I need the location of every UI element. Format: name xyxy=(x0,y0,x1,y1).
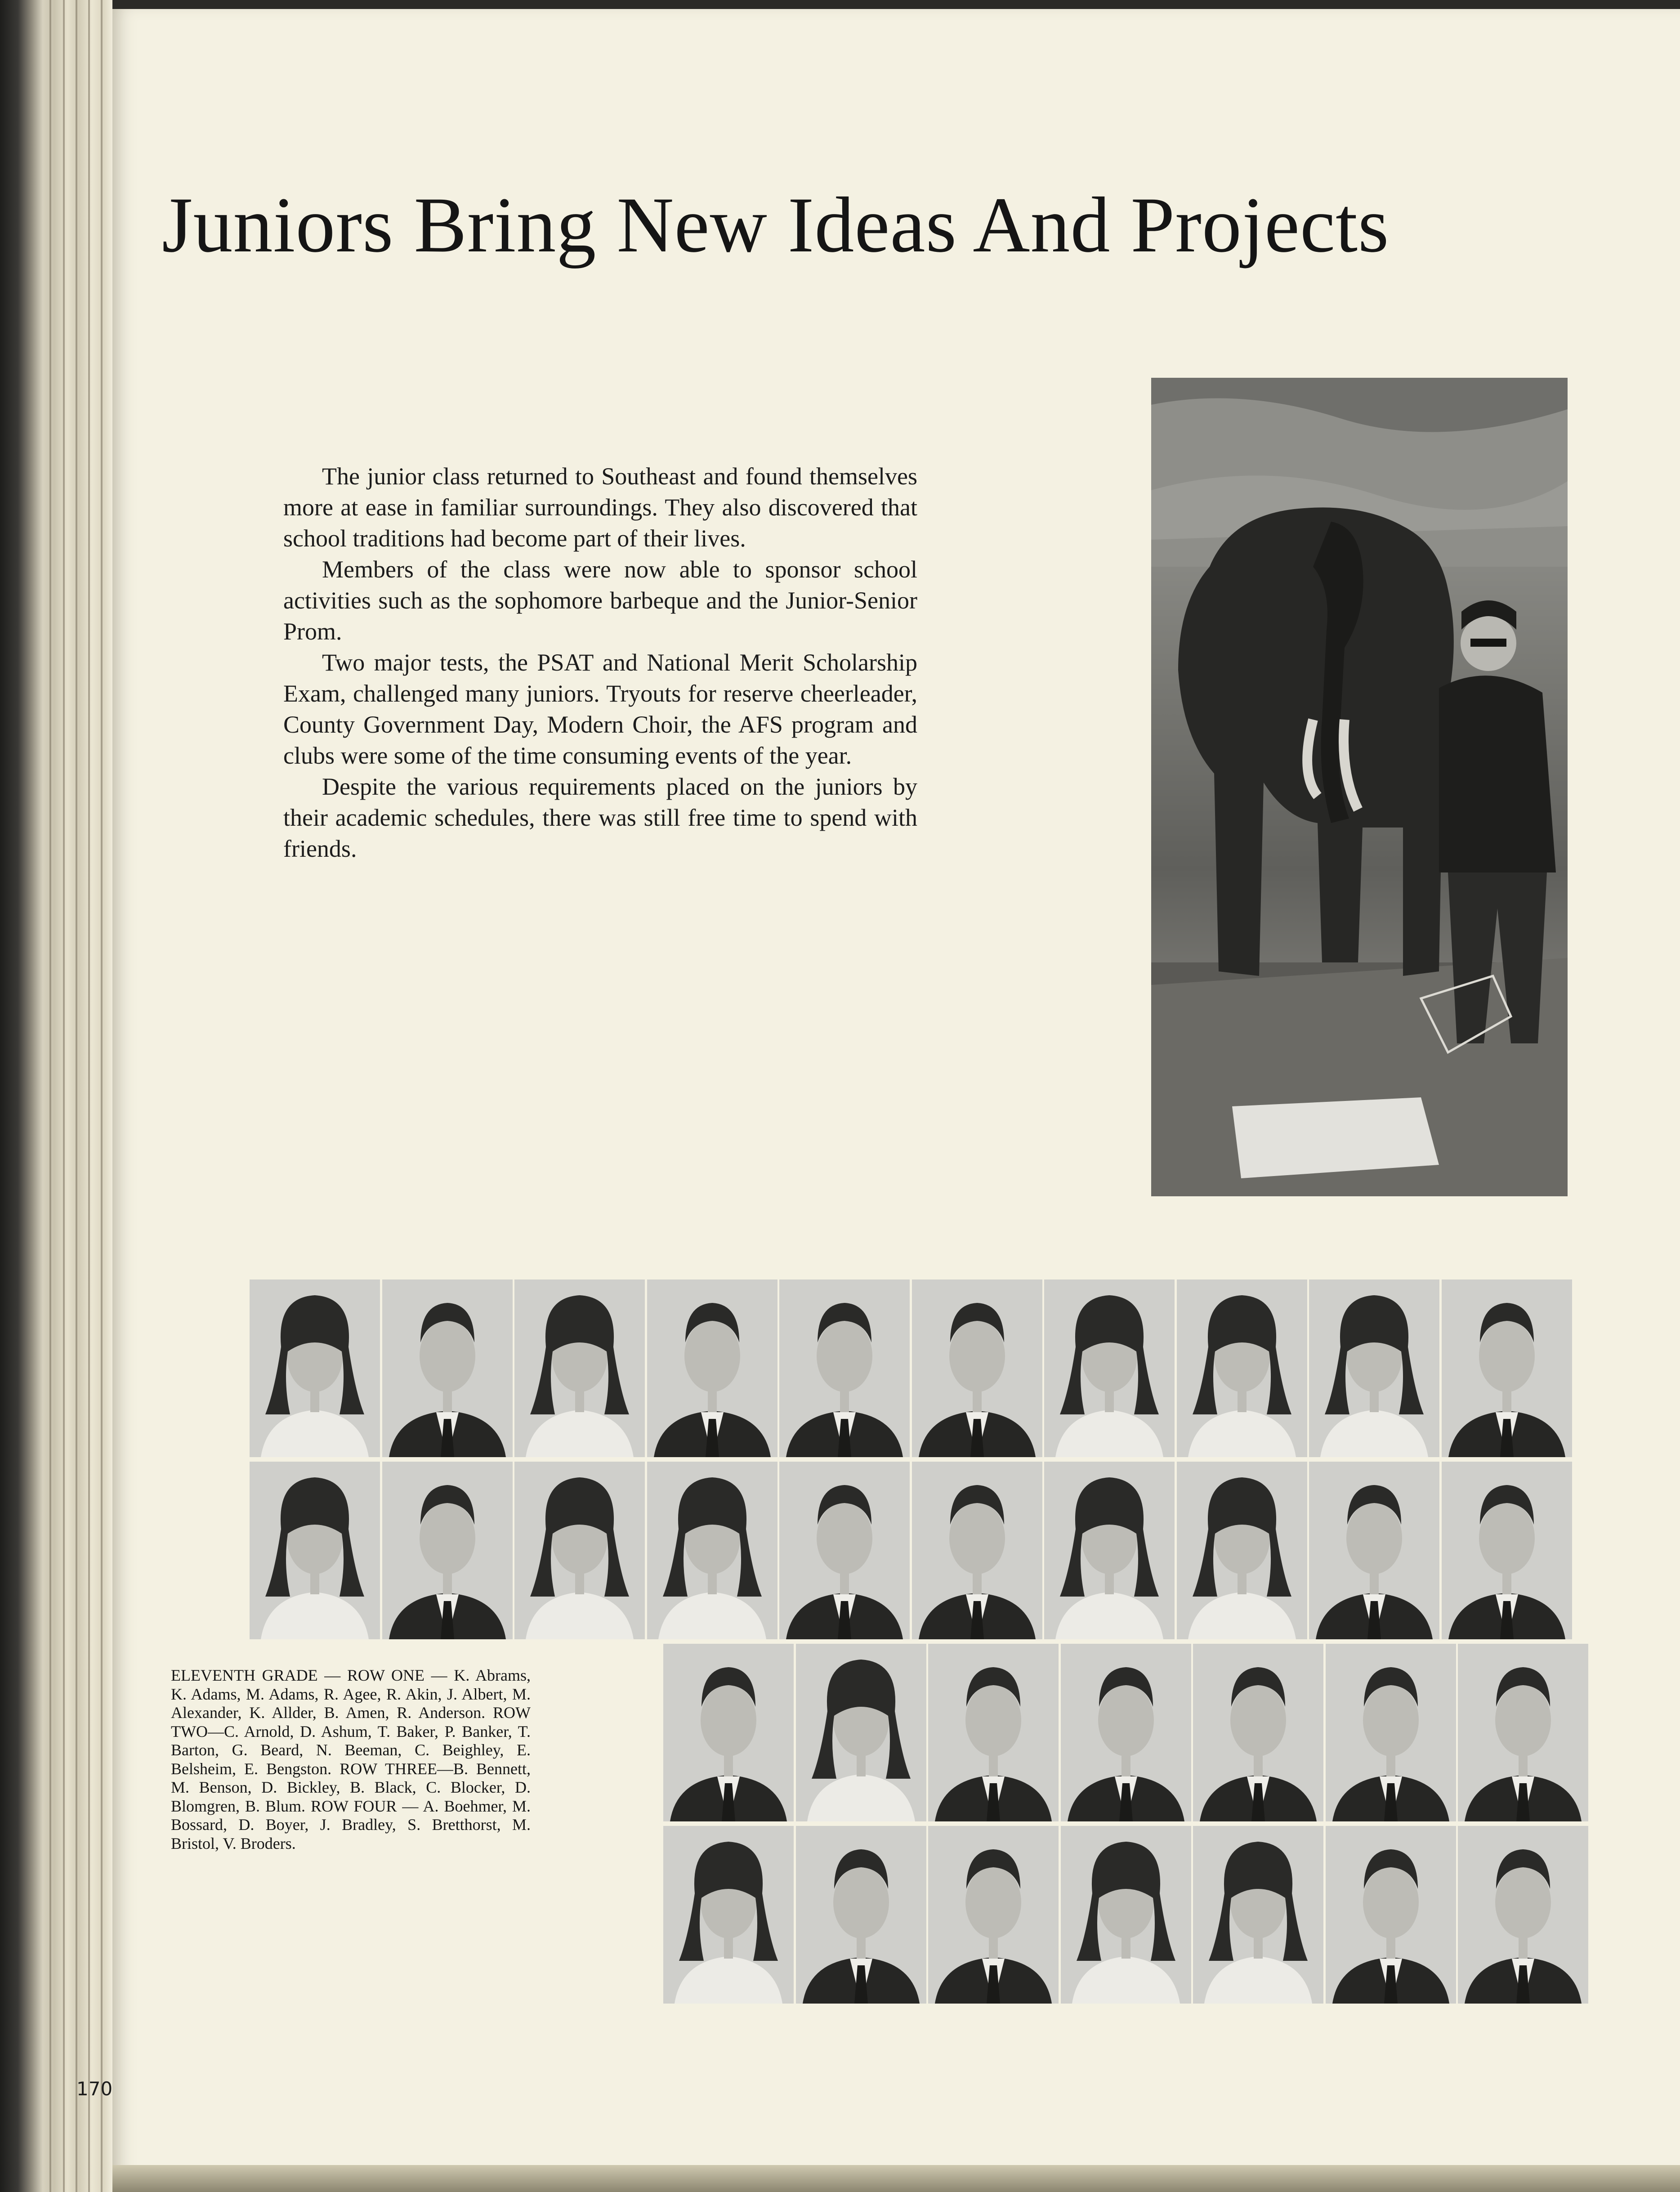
student-portrait xyxy=(1326,1826,1456,2004)
student-portrait xyxy=(1177,1462,1307,1639)
student-portrait xyxy=(514,1279,645,1457)
student-portrait xyxy=(1442,1279,1572,1457)
body-paragraph-4: Despite the various requirements placed on the juniors by their academic schedules, there was still free time to spend with friends. xyxy=(283,773,917,862)
student-portrait xyxy=(1309,1279,1439,1457)
body-paragraph-1: The junior class returned to Southeast and found themselves more at ease in familiar surroundings. They also discovered that school traditions had become part of their lives. xyxy=(283,463,917,552)
student-portrait xyxy=(779,1279,910,1457)
student-portrait xyxy=(779,1462,910,1639)
student-portrait xyxy=(663,1644,794,1821)
student-portrait xyxy=(1442,1462,1572,1639)
portrait-caption: ELEVENTH GRADE — ROW ONE — K. Abrams, K. Adams, M. Adams, R. Agee, R. Akin, J. Albert, M. Alexander, K. Allder, B. Amen, R. Anderson. ROW TWO—C. Arnold, D. Ashum, T. Baker, P. Banker, T. Barton, G. Beard, N. Beeman, C. Beighley, E. Belsheim, E. Bengston. ROW THREE—B. Bennett, M. Benson, D. Bickley, B. Black, C. Blocker, D. Blomgren, B. Blum. ROW FOUR — A. Boehmer, M. Bossard, D. Boyer, J. Bradley, S. Bretthorst, M. Bristol, V. Broders. xyxy=(171,1666,531,1852)
body-paragraph-3: Two major tests, the PSAT and National Merit Scholarship Exam, challenged many juniors. Tryouts for reserve cheerleader, County Government Day, Modern Choir, the AFS program and clubs were some of the time consuming events of the year. xyxy=(283,649,917,769)
student-portrait xyxy=(1193,1826,1323,2004)
page-number: 170 xyxy=(76,2078,113,2100)
student-portrait xyxy=(647,1462,777,1639)
student-portrait xyxy=(928,1826,1059,2004)
student-portrait xyxy=(382,1279,513,1457)
student-portrait xyxy=(928,1644,1059,1821)
student-portrait xyxy=(1044,1462,1175,1639)
student-portrait xyxy=(1458,1644,1588,1821)
student-portrait xyxy=(1326,1644,1456,1821)
student-portrait xyxy=(796,1826,926,2004)
student-portrait xyxy=(1044,1279,1175,1457)
student-portrait xyxy=(514,1462,645,1639)
student-portrait xyxy=(1177,1279,1307,1457)
student-portrait xyxy=(1309,1462,1439,1639)
student-portrait xyxy=(250,1462,380,1639)
student-portrait xyxy=(663,1826,794,2004)
student-portrait xyxy=(912,1462,1042,1639)
student-portrait xyxy=(796,1644,926,1821)
student-portrait xyxy=(912,1279,1042,1457)
body-paragraph-2: Members of the class were now able to sponsor school activities such as the sophomore barbeque and the Junior-Senior Prom. xyxy=(283,556,917,645)
student-portrait xyxy=(1061,1826,1191,2004)
student-portrait xyxy=(1458,1826,1588,2004)
student-portrait xyxy=(647,1279,777,1457)
student-portrait xyxy=(250,1279,380,1457)
page-title: Juniors Bring New Ideas And Projects xyxy=(162,181,1390,269)
student-portrait xyxy=(1061,1644,1191,1821)
student-portrait xyxy=(1193,1644,1323,1821)
student-portrait xyxy=(382,1462,513,1639)
